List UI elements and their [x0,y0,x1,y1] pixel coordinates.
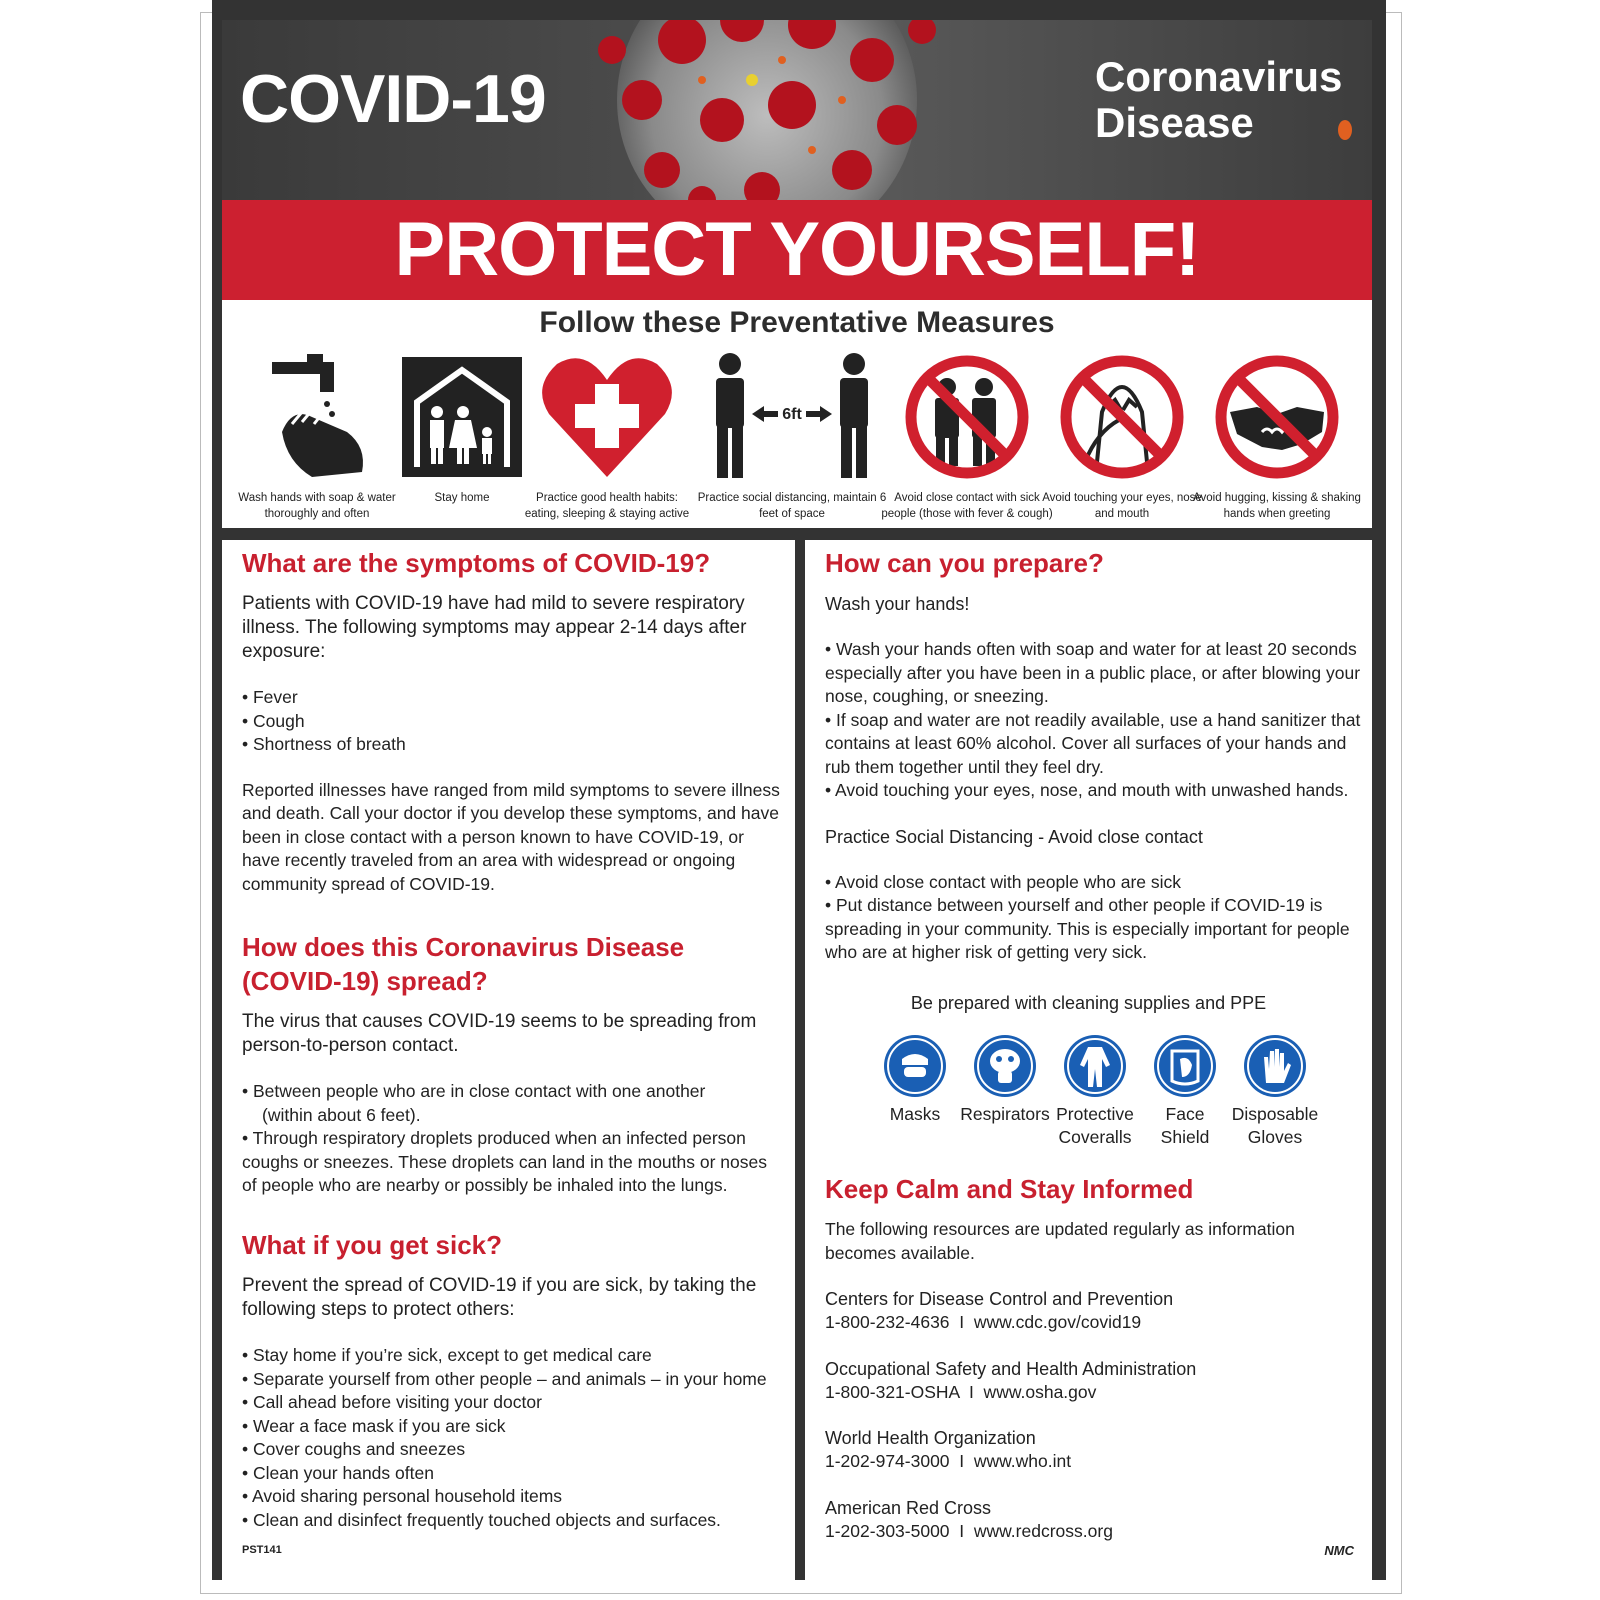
resource-red-cross [825,1496,1365,1544]
list-item: • Wash your hands often with soap and water for at least 20 seconds especially after you have been in a public place, or after blowing your nose, coughing, or sneezing. [825,639,1361,706]
face-shield-icon [1154,1035,1216,1097]
list-item-continuation: (within about 6 feet). [262,1104,421,1125]
measure-caption: Avoid hugging, kissing & shaking hands when greeting [1193,492,1361,520]
list-item: • Put distance between yourself and other people if COVID-19 is spreading in your community. This is especially important for people who are at higher risk of getting very sick. [825,895,1350,962]
handwash-icon [252,352,382,482]
ppe-label-2: Gloves [1247,1127,1303,1147]
distancing-list [825,871,1365,965]
respirator-icon [974,1035,1036,1097]
measures-heading: Follow these Preventative Measures [539,306,1055,339]
ppe-label: Masks [889,1104,941,1124]
product-code: PST141 [242,1544,282,1556]
list-item: • Clean your hands often [242,1462,434,1483]
prepare-heading: How can you prepare? [825,548,1104,578]
prepare-section [825,546,1365,965]
nmc-logo: NMC [1324,1543,1354,1558]
measure-social-distance [697,352,887,520]
informed-heading: Keep Calm and Stay Informed [825,1174,1194,1204]
ppe-label: Protective [1056,1104,1134,1124]
list-item: • Call ahead before visiting your doctor [242,1392,542,1412]
health-heart-icon [537,352,677,482]
list-item: • Stay home if you’re sick, except to get medical care [242,1345,652,1365]
preventative-measures-section [222,300,1372,528]
list-item: • Cough [242,710,305,731]
wash-list [825,638,1365,803]
ppe-label: Respirators [960,1104,1050,1124]
ppe-label-2: Shield [1160,1127,1210,1147]
wash-title: Wash your hands! [825,594,970,614]
spread-list [242,1080,782,1198]
spread-intro: The virus that causes COVID-19 seems to be spreading from person-to-person contact. [242,1011,757,1056]
list-item: • If soap and water are not readily available, use a hand sanitizer that contains at least 60% alcohol. Cover all surfaces of your hands and rub them together until they feel dry. [825,709,1361,777]
resource-contact: 1-202-303-5000 I www.redcross.org [825,1520,1113,1541]
list-item: • Through respiratory droplets produced when an infected person coughs or sneezes. These droplets can land in the mouths or noses of people who are nearby or possibly be inhaled into the lungs. [242,1128,767,1195]
resource-name: Occupational Safety and Health Administration [825,1358,1197,1379]
sick-list [242,1344,782,1532]
ppe-title: Be prepared with cleaning supplies and PPE [910,993,1267,1013]
subtitle-line-1: Coronavirus [1095,53,1343,100]
resource-contact: 1-800-232-4636 I www.cdc.gov/covid19 [825,1312,1142,1332]
list-item: • Separate yourself from other people – and animals – in your home [242,1368,767,1389]
ppe-gloves [1230,1035,1320,1149]
measure-no-close-contact [881,352,1053,520]
sick-intro: Prevent the spread of COVID-19 if you are sick, by taking the following steps to protect others: [242,1275,757,1320]
mask-icon [884,1035,946,1097]
sick-heading: What if you get sick? [242,1230,503,1260]
list-item: • Fever [242,687,298,707]
coronavirus-image [552,20,972,200]
right-column [805,540,1372,1580]
spread-section [242,930,782,1198]
sick-section [242,1228,782,1532]
measure-caption: Avoid close contact with sick people (those with fever & cough) [881,492,1053,520]
resource-name: American Red Cross [825,1497,992,1518]
ppe-face-shield [1140,1035,1230,1149]
no-close-contact-icon [902,352,1032,482]
symptoms-section [242,546,782,896]
resource-contact: 1-202-974-3000 I www.who.int [825,1451,1072,1471]
informed-section [825,1172,1365,1543]
ppe-label: Face [1165,1104,1205,1124]
measure-caption: Practice good health habits: eating, sleeping & staying active [524,492,690,520]
ppe-label-2: Coveralls [1058,1127,1132,1147]
no-face-touch-icon [1057,352,1187,482]
measure-caption: Practice social distancing, maintain 6 feet of space [697,492,887,520]
measure-stay-home [387,352,537,504]
measure-handwash [238,352,396,520]
list-item: • Avoid sharing personal household items [242,1486,563,1506]
poster-subtitle [1095,54,1395,146]
protect-yourself-banner: PROTECT YOURSELF! [222,200,1372,300]
list-item: • Wear a face mask if you are sick [242,1415,506,1436]
symptoms-body: Reported illnesses have ranged from mild symptoms to severe illness and death. Call your doctor if you develop these symptoms, and have been in close contact with a person known to have COVID-19, or have recently traveled from an area with widespread or ongoing community spread of COVID-19. [242,779,780,894]
measure-caption: Avoid touching your eyes, nose and mouth [1042,492,1202,520]
informed-intro: The following resources are updated regularly as information becomes available. [825,1219,1295,1263]
distancing-title: Practice Social Distancing - Avoid close contact [825,826,1203,847]
ppe-respirators [960,1035,1050,1126]
list-item: • Clean and disinfect frequently touched objects and surfaces. [242,1509,721,1530]
coveralls-icon [1064,1035,1126,1097]
ppe-label: Disposable [1231,1104,1319,1124]
measure-caption: Stay home [434,492,490,504]
resource-osha [825,1357,1365,1405]
spread-heading: How does this Coronavirus Disease (COVID-19) spread? [242,932,685,996]
stay-home-icon [397,352,527,482]
resource-who [825,1426,1365,1474]
list-item: • Shortness of breath [242,734,406,754]
subtitle-line-2: Disease [1095,99,1254,146]
symptoms-heading: What are the symptoms of COVID-19? [242,548,711,578]
symptoms-intro: Patients with COVID-19 have had mild to severe respiratory illness. The following symptoms may appear 2-14 days after exposure: [242,593,747,662]
list-item: • Avoid touching your eyes, nose, and mouth with unwashed hands. [825,780,1349,800]
poster-title: COVID-19 [240,61,546,137]
social-distance-icon [702,352,882,482]
left-column [222,540,795,1580]
measure-caption: Wash hands with soap & water thoroughly and often [238,492,396,520]
measure-no-face-touch [1042,352,1202,520]
no-handshake-icon [1212,352,1342,482]
ppe-masks [870,1035,960,1126]
resource-name: Centers for Disease Control and Prevention [825,1289,1174,1309]
resource-cdc [825,1287,1365,1335]
list-item: • Cover coughs and sneezes [242,1439,466,1459]
list-item: • Between people who are in close contact with one another [242,1081,706,1101]
distance-label: 6ft [782,406,802,423]
resource-name: World Health Organization [825,1428,1036,1448]
measure-no-handshake [1193,352,1361,520]
measure-health-habits [524,352,690,520]
ppe-coveralls [1050,1035,1140,1149]
gloves-icon [1244,1035,1306,1097]
resource-contact: 1-800-321-OSHA I www.osha.gov [825,1381,1097,1402]
symptoms-list [242,686,782,757]
list-item: • Avoid close contact with people who are sick [825,871,1181,892]
